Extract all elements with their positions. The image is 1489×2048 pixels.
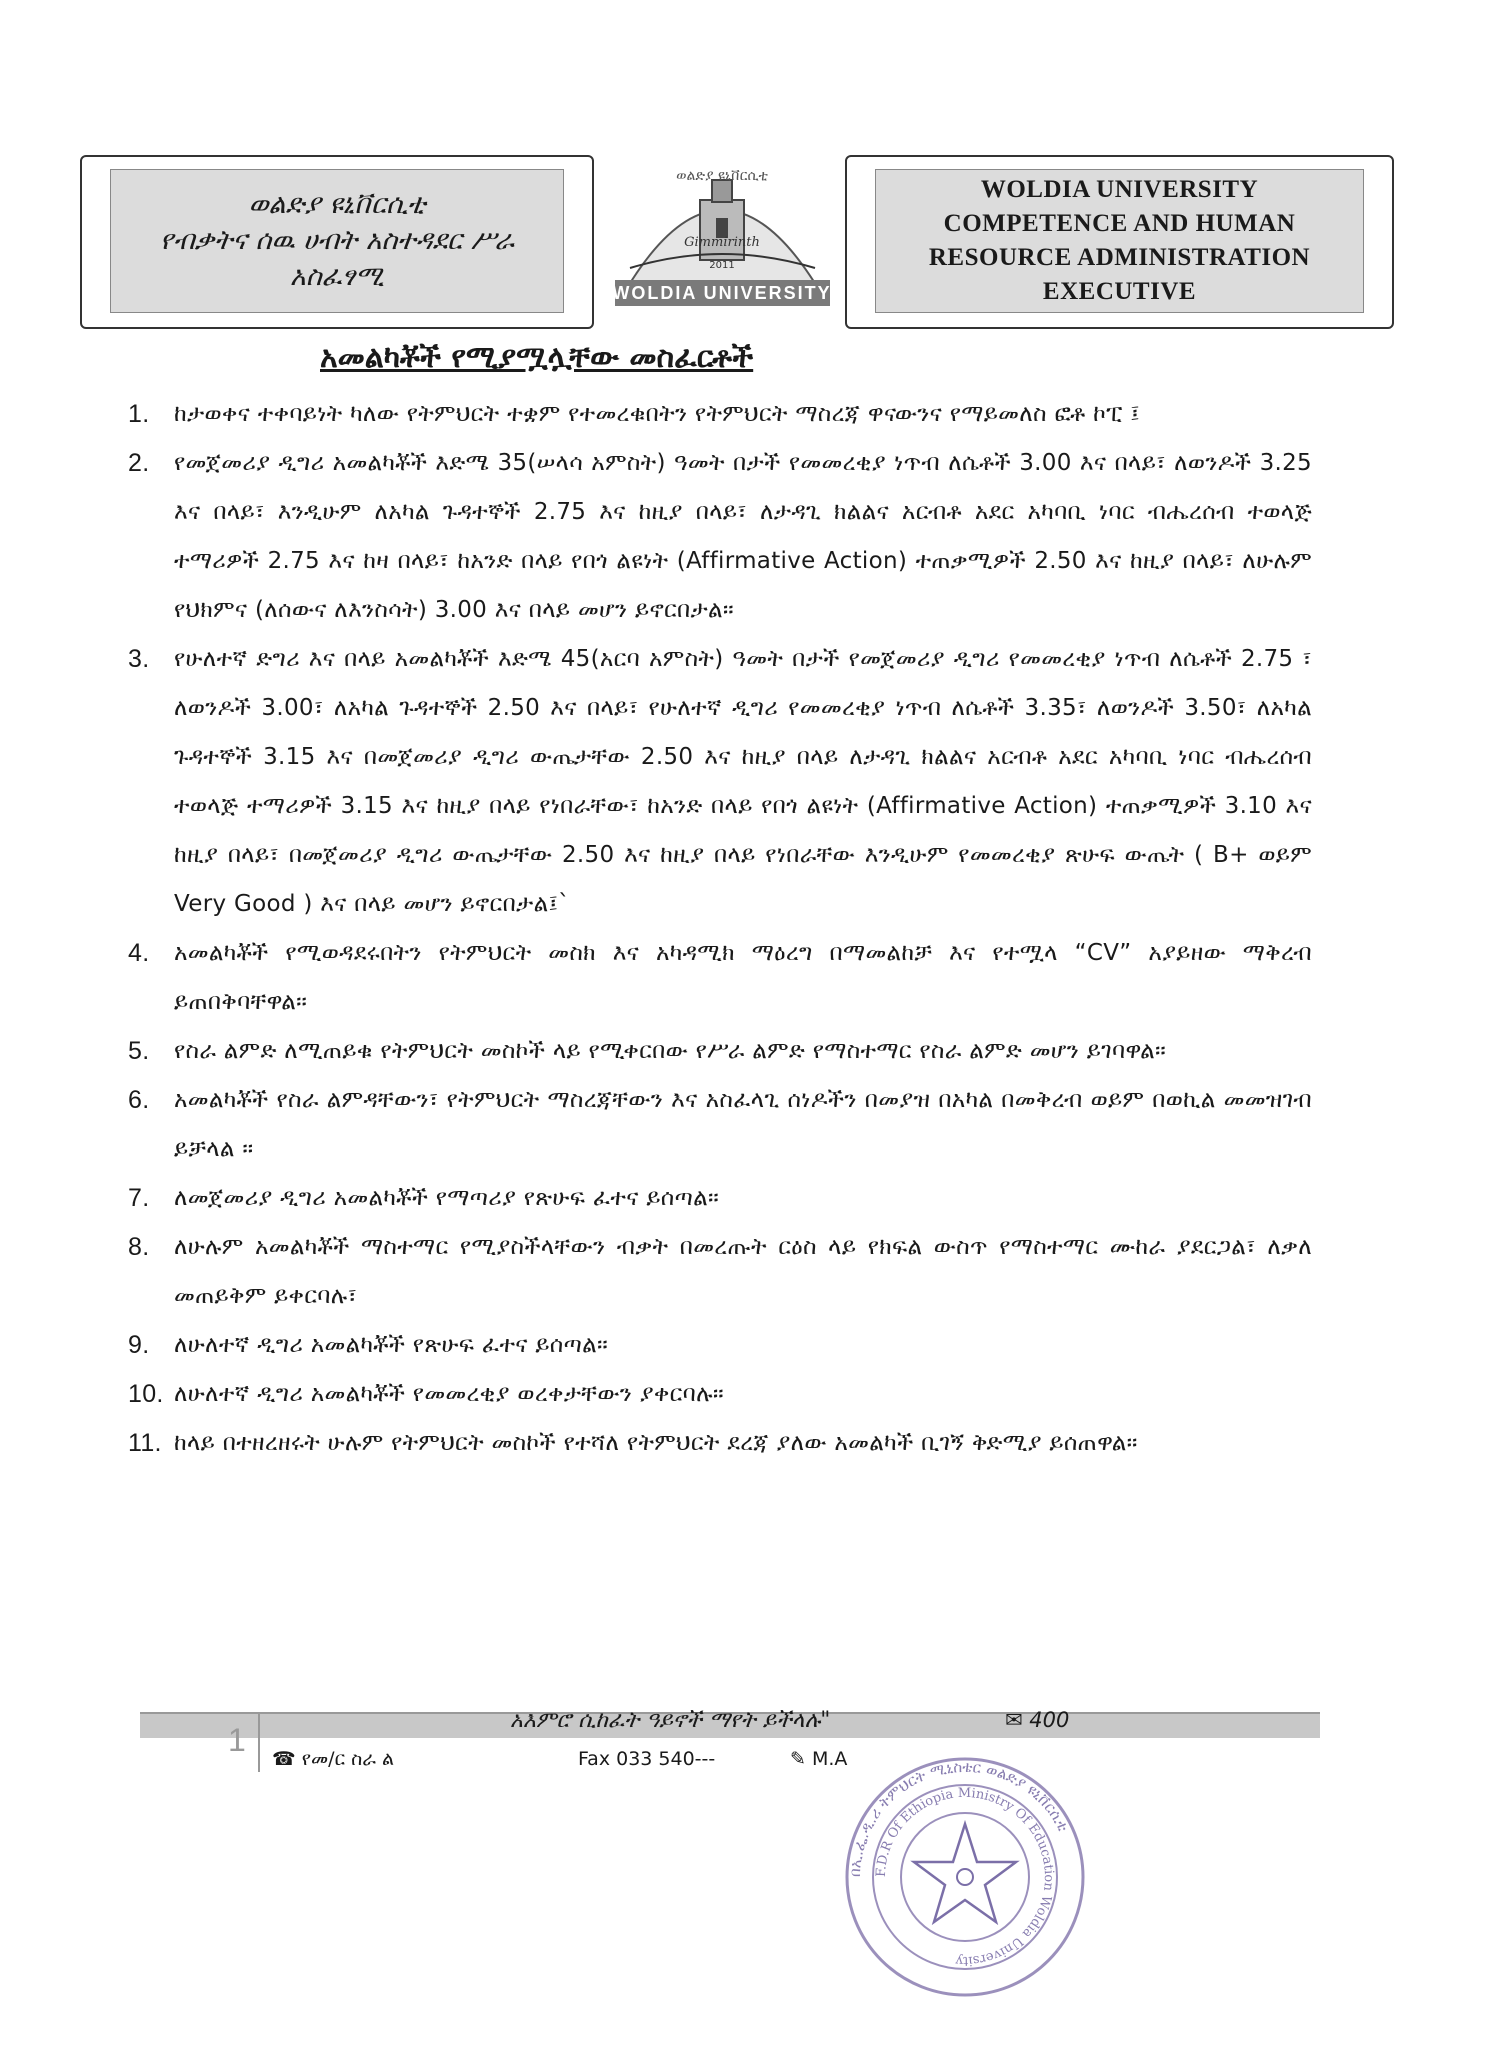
header-left-scroll xyxy=(80,155,594,329)
item-text: የስራ ልምድ ለሚጠይቁ የትምህርት መስኮች ላይ የሚቀርበው የሥራ ልምድ የማስተማር የስራ ልምድ መሆን ይገባዋል። xyxy=(174,1038,1166,1064)
item-number: 3. xyxy=(128,645,150,673)
logo-year: 2011 xyxy=(709,260,735,271)
star-icon xyxy=(914,1824,1016,1922)
list-item xyxy=(128,929,1312,1027)
item-number: 8. xyxy=(128,1233,150,1261)
item-text: አመልካቾች የሚወዳደሩበትን የትምህርት መስክ እና አካዳሚክ ማዕረግ በማመልከቻ እና የተሟላ “CV” አያይዘው ማቅረብ ይጠበቅባቸዋል። xyxy=(174,940,1312,1015)
item-text: የመጀመሪያ ዲግሪ አመልካቾች እድሜ 35(ሠላሳ አምስት) ዓመት በታች የመመረቂያ ነጥብ ለሴቶች 3.00 እና በላይ፣ ለወንዶች 3.25 እና በላይ፣ እንዲሁም ለአካል ጉዳተኞች 2.75 እና ከዚያ በላይ፣ ለታዳጊ ክልልና አርብቶ አደር አካባቢ ነባር ብሔረሰብ ተወላጅ ተማሪዎች 2.75 እና ከዛ በላይ፣ ከአንድ በላይ የበጎ ልዩነት (Affirmative Action) ተጠቃሚዎች 2.50 እና ከዚያ በላይ፣ ለሁሉም የህክምና (ለሰውና ለእንስሳት) 3.00 እና በላይ መሆን ይኖርበታል። xyxy=(174,450,1312,623)
item-number: 11. xyxy=(128,1429,162,1457)
item-text: አመልካቾች የስራ ልምዳቸውን፣ የትምህርት ማስረጃቸውን እና አስፈላጊ ሰነዶችን በመያዝ በአካል በመቅረብ ወይም በወኪል መመዝገብ ይቻላል ። xyxy=(174,1087,1312,1162)
item-text: ለሁለተኛ ዲግሪ አመልካቾች የመመረቂያ ወረቀታቸውን ያቀርባሉ። xyxy=(174,1381,724,1407)
list-item xyxy=(128,1419,1312,1468)
list-item xyxy=(128,1223,1312,1321)
header-right-line-2: COMPETENCE AND HUMAN xyxy=(943,210,1296,237)
logo-text: WOLDIA UNIVERSITY xyxy=(612,283,832,303)
item-text: ከላይ በተዘረዘሩት ሁሉም የትምህርት መስኮች የተሻለ የትምህርት ደረጃ ያለው አመልካች ቢገኝ ቅድሚያ ይሰጠዋል። xyxy=(174,1430,1138,1456)
list-item xyxy=(128,439,1312,635)
stamp-outer-text: በኢ.ፌ.ዲ.ሪ ትምህርት ሚኒስቴር ወልድያ ዩኒቨርሲቲ xyxy=(845,1757,1073,1878)
item-number: 10. xyxy=(128,1380,164,1408)
footer-po-box xyxy=(1005,1708,1069,1732)
item-number: 1. xyxy=(128,400,150,428)
item-number: 9. xyxy=(128,1331,150,1359)
svg-text:Gimmirinth: Gimmirinth xyxy=(684,235,760,250)
stamp-inner-text: F.D.R Of Ethiopia Ministry Of Education Woldia University xyxy=(873,1785,1057,1969)
list-item xyxy=(128,1027,1312,1076)
item-text: ለመጀመሪያ ዲግሪ አመልካቾች የማጣሪያ የጽሁፍ ፈተና ይሰጣል። xyxy=(174,1185,720,1211)
item-text: የሁለተኛ ድግሪ እና በላይ አመልካቾች እድሜ 45(አርባ አምስት) ዓመት በታች የመጀመሪያ ዲግሪ የመመረቂያ ነጥብ ለሴቶች 2.75 ፣ ለወንዶች 3.00፣ ለአካል ጉዳተኞች 2.50 እና በላይ፣ የሁለተኛ ዲግሪ የመመረቂያ ነጥብ ለሴቶች 3.35፣ ለወንዶች 3.50፣ ለአካል ጉዳተኞች 3.15 እና በመጀመሪያ ዲግሪ ውጤታቸው 2.50 እና ከዚያ በላይ ለታዳጊ ክልልና አርብቶ አደር አካባቢ ነባር ብሔረሰብ ተወላጅ ተማሪዎች 3.15 እና ከዚያ በላይ የነበራቸው፣ ከአንድ በላይ የበጎ ልዩነት (Affirmative Action) ተጠቃሚዎች 3.10 እና ከዚያ በላይ፣ በመጀመሪያ ዲግሪ ውጤታቸው 2.50 እና ከዚያ በላይ የነበራቸው እንዲሁም የመመረቂያ ጽሁፍ ውጤት ( B+ ወይም Very Good ) እና በላይ መሆን ይኖርበታል፤` xyxy=(174,646,1312,917)
footer-motto: አእምሮ ሲከፈት ዓይኖች ማየት ይችላሉ" xyxy=(510,1708,831,1733)
item-number: 7. xyxy=(128,1184,150,1212)
item-text: ከታወቀና ተቀባይነት ካለው የትምህርት ተቋም የተመረቁበትን የትምህርት ማስረጃ ዋናውንና የማይመለስ ፎቶ ኮፒ ፤ xyxy=(174,401,1140,427)
header-right-line-3: RESOURCE ADMINISTRATION xyxy=(928,244,1311,271)
footer-phone xyxy=(272,1748,394,1770)
email-icon: ✎ xyxy=(790,1748,806,1770)
list-item xyxy=(128,390,1312,439)
header-left-line-3: አስፈፃሚ xyxy=(290,261,384,292)
header-left-line-2: የብቃትና ሰዉ ሀብት አስተዳደር ሥራ xyxy=(160,225,514,256)
email-text: M.A xyxy=(811,1748,848,1770)
footer-divider xyxy=(258,1712,260,1772)
list-item xyxy=(128,1174,1312,1223)
item-number: 6. xyxy=(128,1086,150,1114)
item-text: ለሁሉም አመልካቾች ማስተማር የሚያስችላቸውን ብቃት በመረጡት ርዕስ ላይ የክፍል ውስጥ የማስተማር ሙከራ ያደርጋል፣ ለቃለ መጠይቅም ይቀርባሉ፣ xyxy=(174,1234,1312,1309)
header-right-line-1: WOLDIA UNIVERSITY xyxy=(980,176,1259,203)
page-number: 1 xyxy=(228,1722,246,1758)
list-item xyxy=(128,1321,1312,1370)
item-number: 5. xyxy=(128,1037,150,1065)
logo-amharic: ወልድያ ዩኒቨርሲቲ xyxy=(676,168,768,184)
header-right-line-4: EXECUTIVE xyxy=(1042,278,1197,305)
requirements-list xyxy=(128,390,1312,1468)
footer-email xyxy=(790,1748,847,1770)
item-number: 2. xyxy=(128,449,150,477)
mail-icon: ✉ xyxy=(1005,1708,1023,1732)
item-number: 4. xyxy=(128,939,150,967)
university-logo xyxy=(600,150,845,310)
official-stamp xyxy=(840,1752,1090,2002)
item-text: ለሁለተኛ ዲግሪ አመልካቾች የጽሁፍ ፈተና ይሰጣል። xyxy=(174,1332,609,1358)
header-left-line-1: ወልድያ ዩኒቨርሲቲ xyxy=(248,189,426,220)
list-item xyxy=(128,1370,1312,1419)
phone-label: የመ/ር ስራ ል xyxy=(301,1748,395,1770)
phone-icon: ☎ xyxy=(272,1748,296,1770)
header-right-scroll xyxy=(845,155,1394,329)
list-item xyxy=(128,1076,1312,1174)
footer-fax: Fax 033 540--- xyxy=(578,1748,716,1770)
document-title: አመልካቾች የሚያሟሏቸው መስፈርቶች xyxy=(320,340,754,375)
list-item xyxy=(128,635,1312,929)
po-box-number: 400 xyxy=(1029,1708,1070,1732)
